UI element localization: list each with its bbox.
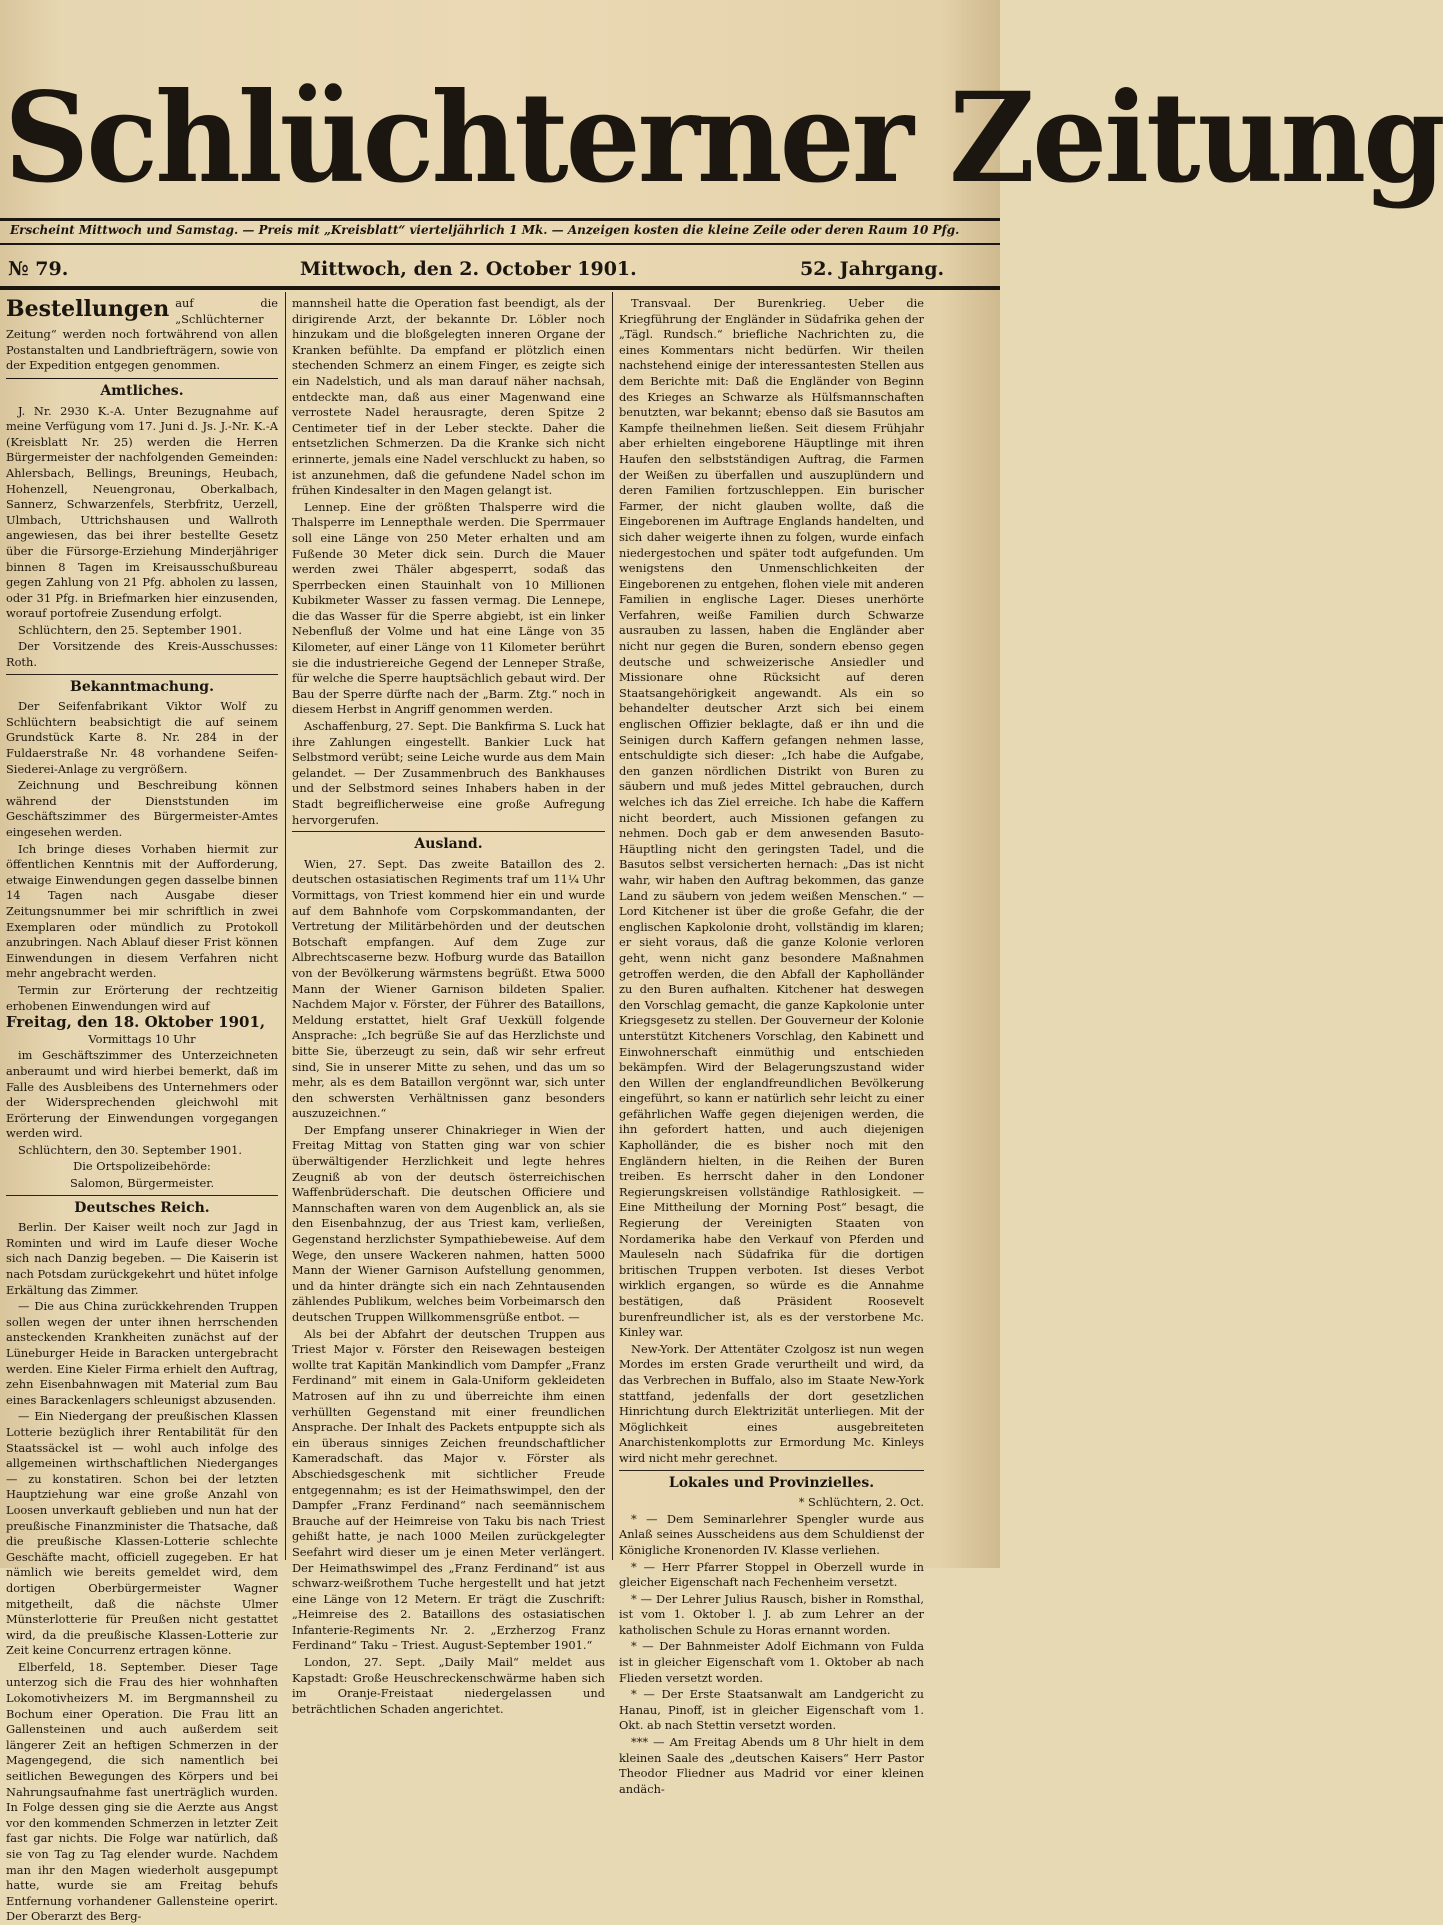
col2-aschaffenburg: Aschaffenburg, 27. Sept. Die Bankfirma S. Luck hat ihre Zahlungen eingestellt. Bankier Luck hat Selbstmord verübt; seine Leiche wurde aus dem Main gelandet. — Der Zusammenbruch des Bankhauses und der Selbstmord seines Inhabers haben in der Stadt begreiflicherweise eine große Aufregung hervorgerufen. bbox=[292, 719, 605, 827]
bekanntmachung-termin: Freitag, den 18. Oktober 1901, bbox=[6, 1013, 266, 1032]
lokales-item: * — Der Erste Staatsanwalt am Landgericht zu Hanau, Pinoff, ist in gleicher Eigenschaft vom 1. Okt. ab nach Stettin versetzt worden. bbox=[619, 1687, 924, 1733]
column-divider-1 bbox=[285, 292, 286, 1560]
lokales-item: * — Der Lehrer Julius Rausch, bisher in Romsthal, ist vom 1. Oktober l. J. ab zum Lehrer an der katholischen Schule zu Horas ernannt worden. bbox=[619, 1591, 924, 1637]
col2-empfang: Der Empfang unserer Chinakrieger in Wien der Freitag Mittag von Statten ging war von schier überwältigender Herzlichkeit und legte hehres Zeugniß ab von der deutsch österreichischen Waffenbrüderschaft. Die deutschen Officiere und Mannschaften waren von dem Augenblick an, als sie den Eisenbahnzug, der aus Triest kam, verließen, Gegenstand herzlichster Sympathiebeweise. Auf dem Wege, den unsere Wackeren nahmen, hatten 5000 Mann der Wiener Garnison Aufstellung genommen, und da hinter drängte sich ein nach Zehntausenden zählendes Publikum, welches beim Vorbeimarsch den deutschen Truppen Willkommensgrüße entbot. — bbox=[292, 1122, 605, 1324]
reich-p2: — Die aus China zurückkehrenden Truppen sollen wegen der unter ihnen herrschenden ansteckenden Krankheiten zunächst auf der Lüneburger Heide in Baracken untergebracht werden. Eine Kieler Firma erhielt den Auftrag, zehn Eisenbahnwagen mit Material zum Bau eines Barackenlagers schleunigst abzusenden. bbox=[6, 1299, 278, 1407]
separator bbox=[619, 1470, 924, 1471]
lokales-dateline: * Schlüchtern, 2. Oct. bbox=[798, 1495, 924, 1510]
lokales-item: * — Der Bahnmeister Adolf Eichmann von Fulda ist in gleicher Eigenschaft vom 1. Oktober ab nach Flieden versetzt worden. bbox=[619, 1639, 924, 1685]
subline-rule bbox=[0, 243, 1000, 245]
col2-p1: mannsheil hatte die Operation fast beendigt, als der dirigirende Arzt, der bekannte Dr. Löbler noch hinzukam und die bloßgelegten inneren Organe der Kranken befühlte. Da empfand er plötzlich einen stechenden Schmerz an einem Finger, es zeigte sich ein Nadelstich, und als man darauf näher nachsah, entdeckte man, daß aus einer Magenwand eine verrostete Nadel herausragte, deren Spitze 2 Centimeter tief in der Leber steckte. Daher die entsetzlichen Schmerzen. Da die Kranke sich nicht erinnerte, jemals eine Nadel verschluckt zu haben, so ist anzunehmen, daß die gefundene Nadel schon im frühen Kindesalter in den Magen gelangt ist. bbox=[292, 296, 605, 498]
separator bbox=[6, 1195, 278, 1196]
header-rule bbox=[0, 286, 1000, 290]
notice-keyword: Bestellungen bbox=[6, 296, 170, 322]
col3-newyork: New-York. Der Attentäter Czolgosz ist nun wegen Mordes im ersten Grade verurtheilt und wird, da das Verbrechen in Buffalo, also im Staate New-York stattfand, jedenfalls der dort gesetzlichen Hinrichtung durch Elektrizität unterliegen. Mit der Möglichkeit eines ausgebreiteten Anarchistenkomplotts zur Ermordung Mc. Kinleys wird nicht mehr gerechnet. bbox=[619, 1341, 924, 1465]
reich-p3: — Ein Niedergang der preußischen Klassen Lotterie bezüglich ihrer Rentabilität für den Staatssäckel ist — wohl auch infolge des allgemeinen wirthschaftlichen Niederganges — zu konstatiren. Schon bei der letzten Hauptziehung war eine große Anzahl von Loosen unverkauft geblieben und nun hat der preußische Finanzminister die Thatsache, daß die preußische Klassen-Lotterie schlechte Geschäfte macht, officiell zugegeben. Er hat nämlich wie bereits gemeldet wird, dem dortigen Oberbürgermeister Wagner mitgetheilt, daß die nächste Ulmer Münsterlotterie für Preußen nicht gestattet wird, da die preußische Klassen-Lotterie zur Zeit keine Concurrenz ertragen könne. bbox=[6, 1409, 278, 1658]
col2-lennep: Lennep. Eine der größten Thalsperre wird die Thalsperre im Lennepthale werden. Die Sperrmauer soll eine Länge von 250 Meter erhalten und am Fußende 30 Meter dick sein. Durch die Mauer werden zwei Thäler abgesperrt, sodaß das Sperrbecken einen Stauinhalt von 10 Millionen Kubikmeter Wasser zu fassen vermag. Die Lennepe, die das Wasser für die Sperre abgiebt, ist ein linker Nebenfluß der Volme und hat eine Länge von 35 Kilometer, auf einer Länge von 11 Kilometer berührt sie die industriereiche Gegend der Lenneper Straße, für welche die Sperre hauptsächlich gebaut wird. Der Bau der Sperre dürfte nach der „Barm. Ztg.“ noch in diesem Herbst in Angriff genommen werden. bbox=[292, 499, 605, 717]
bekanntmachung-p1: Der Seifenfabrikant Viktor Wolf zu Schlüchtern beabsichtigt die auf seinem Grundstück Karte 8. Nr. 284 in der Fuldaerstraße Nr. 48 vorhandene Seifen-Siederei-Anlage zu vergrößern. bbox=[6, 699, 278, 776]
bekanntmachung-p3: Ich bringe dieses Vorhaben hiermit zur öffentlichen Kenntnis mit der Aufforderung, etwaige Einwendungen gegen dasselbe binnen 14 Tagen nach Ausgabe dieser Zeitungsnummer bei mir schriftlich in zwei Exemplaren oder mündlich zu Protokoll anzubringen. Nach Ablauf dieser Frist können Einwendungen in diesem Verfahren nicht mehr angebracht werden. bbox=[6, 841, 278, 981]
column-1 bbox=[6, 296, 279, 1924]
reich-p4: Elberfeld, 18. September. Dieser Tage unterzog sich die Frau des hier wohnhaften Lokomotivheizers M. im Bergmannsheil zu Bochum einer Operation. Die Frau litt an Gallensteinen und auch außerdem seit längerer Zeit an heftigen Schmerzen in der Magengegend, die sich namentlich bei seitlichen Bewegungen des Körpers und bei Nahrungsaufnahme fast unerträglich wurden. In Folge dessen ging sie die Aerzte aus Angst vor den kommenden Schmerzen in letzter Zeit fast gar nichts. Die Folge war natürlich, daß sie von Tag zu Tag elender wurde. Nachdem man ihr den Magen wiederholt ausgepumpt hatte, wurde sie am Freitag behufs Entfernung vorhandener Gallensteine operirt. Der Oberarzt des Berg- bbox=[6, 1659, 278, 1924]
col3-transvaal: Transvaal. Der Burenkrieg. Ueber die Kriegführung der Engländer in Südafrika gehen der „Tägl. Rundsch.“ briefliche Nachrichten zu, die eines Kommentars nicht bedürfen. Wir theilen nachstehend einige der interessantesten Stellen aus dem Berichte mit: Daß die Engländer von Beginn des Krieges an Schwarze als Hülfsmannschaften benutzten, war bekannt; ebenso daß sie Basutos am Kampfe theilnehmen ließen. Seit diesem Frühjahr aber erhielten eingeborene Häuptlinge mit ihren Haufen den selbstständigen Auftrag, die Farmen der Weißen zu überfallen und auszuplündern und deren Familien fortzuschleppen. Ein burischer Farmer, der nicht glauben wollte, daß die Eingeborenen im Auftrage Englands handelten, und sich daher weigerte ihnen zu folgen, wurde einfach niedergestochen und später todt aufgefunden. Um wenigstens den Unmenschlichkeiten der Eingeborenen zu entgehen, flohen viele mit anderen Familien in englische Lager. Dieses unerhörte Verfahren, weiße Familien durch Schwarze ausrauben zu lassen, haben die Engländer aber nicht nur gegen die Buren, sondern ebenso gegen deutsche und schweizerische Ansiedler und Missionare ohne Rücksicht auf deren Staatsangehörigkeit angewandt. Als ein so behandelter deutscher Arzt sich bei einem englischen Offizier beklagte, daß er ihn und die Seinigen durch Kaffern gefangen nehmen lasse, entschuldigte sich dieser: „Ich habe die Aufgabe, den ganzen nördlichen Distrikt von Buren zu säubern und muß jedes Mittel gebrauchen, durch welches ich das Ziel erreiche. Ich habe die Kaffern nicht beordert, auch Missionen gefangen zu nehmen. Doch gab er dem anwesenden Basuto-Häuptling nicht den geringsten Tadel, und die Basutos selbst versicherten hernach: „Das ist nicht wahr, wir haben den Auftrag bekommen, das ganze Land zu säubern von jedem weißen Menschen.“ — Lord Kitchener ist über die große Gefahr, die der englischen Kapkolonie droht, vollständig im klaren; er sieht voraus, daß die ganze Kolonie verloren geht, wenn nicht ganz besondere Maßnahmen getroffen werden, die den Abfall der Kapholländer zu den Buren aufhalten. Kitchener hat deswegen den Vorschlag gemacht, die ganze Kapkolonie unter Kriegsgesetz zu stellen. Der Gouverneur der Kolonie unterstützt Kitcheners Vorschlag, den Kabinett und Einwohnerschaft einmüthig und entschieden bekämpfen. Wird der Belagerungszustand wider den Willen der englandfreundlichen Bevölkerung eingeführt, so kann er natürlich sehr leicht zu einer gefährlichen Waffe gegen diejenigen werden, die ihn gefordert hatten, und auch diejenigen Kapholländer, die es bisher noch mit den Engländern hielten, in die Reihen der Buren treiben. Es herrscht daher in den Londoner Regierungskreisen vollständige Rathlosigkeit. — Eine Mittheilung der Morning Post“ besagt, die Regierung der Vereinigten Staaten von Nordamerika habe den Verkauf von Pferden und Mauleseln nach Südafrika für die dortigen britischen Truppen verboten. Ist dieses Verbot wirklich ergangen, so würde es die Annahme bestätigen, daß Präsident Roosevelt burenfreundlicher ist, als es der verstorbene Mc. Kinley war. bbox=[619, 296, 924, 1340]
subscription-notice bbox=[6, 296, 278, 379]
notice-text: auf die „Schlüchterner Zeitung“ werden noch fortwährend von allen Postanstalten und Landbriefträgern, sowie von der Expedition entgegen genommen. bbox=[6, 296, 278, 373]
lokales-item: * — Herr Pfarrer Stoppel in Oberzell wurde in gleicher Eigenschaft nach Fechenheim versetzt. bbox=[619, 1559, 924, 1590]
masthead-title: Schlüchterner Zeitung bbox=[4, 64, 1443, 211]
lokales-item: * — Dem Seminarlehrer Spengler wurde aus Anlaß seines Ausscheidens aus dem Schuldienst der Königliche Kronenorden IV. Klasse verliehen. bbox=[619, 1511, 924, 1557]
issue-row bbox=[0, 256, 1000, 286]
column-3 bbox=[619, 296, 924, 1796]
deutsches-reich-heading: Deutsches Reich. bbox=[74, 1199, 210, 1216]
issue-volume: 52. Jahrgang. bbox=[800, 258, 945, 280]
separator bbox=[292, 831, 605, 832]
amtliches-text: J. Nr. 2930 K.-A. Unter Bezugnahme auf meine Verfügung vom 17. Juni d. Js. J.-Nr. K.-A (Kreisblatt Nr. 25) werden die Herren Bürgermeister der nachfolgenden Gemeinden: Ahlersbach, Bellings, Breunings, Heubach, Hohenzell, Neuengronau, Oberkalbach, Sannerz, Schwarzenfels, Sterbfritz, Uerzell, Ulmbach, Uttrichshausen und Wallroth angewiesen, das bei ihrer bestellte Gesetz über die Fürsorge-Erziehung Minderjähriger binnen 8 Tagen im Kreisausschußbureau gegen Zahlung von 21 Pfg. abholen zu lassen, oder 31 Pfg. in Briefmarken hier einzusenden, worauf portofreie Zusendung erfolgt. bbox=[6, 403, 278, 621]
bekanntmachung-time: Vormittags 10 Uhr bbox=[88, 1031, 196, 1046]
bekanntmachung-sign1: Die Ortspolizeibehörde: bbox=[73, 1159, 211, 1174]
col2-london: London, 27. Sept. „Daily Mail“ meldet aus Kapstadt: Große Heuschreckenschwärme haben sich im Oranje-Freistaat niedergelassen und beträchtlichen Schaden angerichtet. bbox=[292, 1655, 605, 1716]
amtliches-date: Schlüchtern, den 25. September 1901. bbox=[18, 622, 242, 637]
issue-number: № 79. bbox=[8, 258, 69, 280]
amtliches-signature: Der Vorsitzende des Kreis-Ausschusses: Roth. bbox=[6, 639, 278, 670]
issue-date: Mittwoch, den 2. October 1901. bbox=[300, 258, 637, 280]
col2-abfahrt: Als bei der Abfahrt der deutschen Truppen aus Triest Major v. Förster den Reisewagen besteigen wollte trat Kapitän Mankindlich vom Dampfer „Franz Ferdinand“ mit einem in Gala-Uniform gekleideten Matrosen auf ihn zu und überreichte ihm einen verhüllten Gegenstand mit einer freundlichen Ansprache. Der Inhalt des Packets entpuppte sich als ein überaus sinniges Zeichen freundschaftlicher Kameradschaft. das Major v. Förster als Abschiedsgeschenk mit sichtlicher Freude entgegennahm; es ist der Heimathswimpel, den der Dampfer „Franz Ferdinand“ nach seemännischem Brauche auf der Heimreise von Taku bis nach Triest gehißt hatte, je nach 1000 Meilen zurückgelegter Seefahrt wird dieser um je einen Meter verlängert. Der Heimathswimpel des „Franz Ferdinand“ ist aus schwarz-weißrothem Tuche hergestellt und hat jetzt eine Länge von 12 Metern. Er trägt die Zuschrift: „Heimreise des 2. Bataillons des ostasiatischen Infanterie-Regiments Nr. 2. „Erzherzog Franz Ferdinand“ Taku – Triest. August-September 1901.“ bbox=[292, 1326, 605, 1653]
masthead-rule bbox=[0, 218, 1000, 221]
subscription-line: Erscheint Mittwoch und Samstag. — Preis mit „Kreisblatt“ vierteljährlich 1 Mk. — Anzeigen kosten die kleine Zeile oder deren Raum 10 Pfg. bbox=[10, 223, 960, 237]
bekanntmachung-p5: im Geschäftszimmer des Unterzeichneten anberaumt und wird hierbei bemerkt, daß im Falle des Ausbleibens des Unternehmers oder der Widersprechenden gleichwohl mit Erörterung der Einwendungen vorgegangen werden wird. bbox=[6, 1048, 278, 1141]
amtliches-heading: Amtliches. bbox=[100, 382, 184, 399]
ausland-heading: Ausland. bbox=[414, 836, 483, 853]
bekanntmachung-date: Schlüchtern, den 30. September 1901. bbox=[18, 1142, 242, 1157]
lokales-item: *** — Am Freitag Abends um 8 Uhr hielt in dem kleinen Saale des „deutschen Kaisers“ Herr Pastor Theodor Fliedner aus Madrid vor einer kleinen andäch- bbox=[619, 1735, 924, 1796]
bekanntmachung-sign2: Salomon, Bürgermeister. bbox=[69, 1176, 215, 1191]
lokales-heading: Lokales und Provinzielles. bbox=[668, 1474, 875, 1491]
column-2 bbox=[292, 296, 605, 1716]
col2-wien: Wien, 27. Sept. Das zweite Bataillon des 2. deutschen ostasiatischen Regiments traf um 11¼ Uhr Vormittags, von Triest kommend hier ein und wurde auf dem Bahnhofe vom Corpskommandanten, der Vertretung der Militärbehörden und der deutschen Botschaft empfangen. Auf dem Zuge zur Albrechtscaserne bezw. Hofburg wurde das Bataillon von der Bevölkerung wärmstens begrüßt. Etwa 5000 Mann der Wiener Garnison bildeten Spalier. Nachdem Major v. Förster, der Führer des Bataillons, Meldung erstattet, hielt Graf Uexküll folgende Ansprache: „Ich begrüße Sie auf das Herzlichste und bitte Sie, überzeugt zu sein, daß wir sehr erfreut sind, Sie in unserer Mitte zu sehen, und das um so mehr, als es dem Bataillon vergönnt war, sich unter den schwersten Verhältnissen ganz besonders auszuzeichnen.“ bbox=[292, 856, 605, 1121]
bekanntmachung-p4: Termin zur Erörterung der rechtzeitig erhobenen Einwendungen wird auf bbox=[6, 982, 278, 1013]
bekanntmachung-heading: Bekanntmachung. bbox=[70, 678, 214, 695]
bekanntmachung-p2: Zeichnung und Beschreibung können während der Dienststunden im Geschäftszimmer des Bürgermeister-Amtes eingesehen werden. bbox=[6, 778, 278, 839]
column-divider-2 bbox=[612, 292, 613, 1560]
reich-p1: Berlin. Der Kaiser weilt noch zur Jagd in Rominten und wird im Laufe dieser Woche sich nach Danzig begeben. — Die Kaiserin ist nach Potsdam zurückgekehrt und hütet infolge Erkältung das Zimmer. bbox=[6, 1220, 279, 1297]
separator bbox=[6, 674, 278, 675]
